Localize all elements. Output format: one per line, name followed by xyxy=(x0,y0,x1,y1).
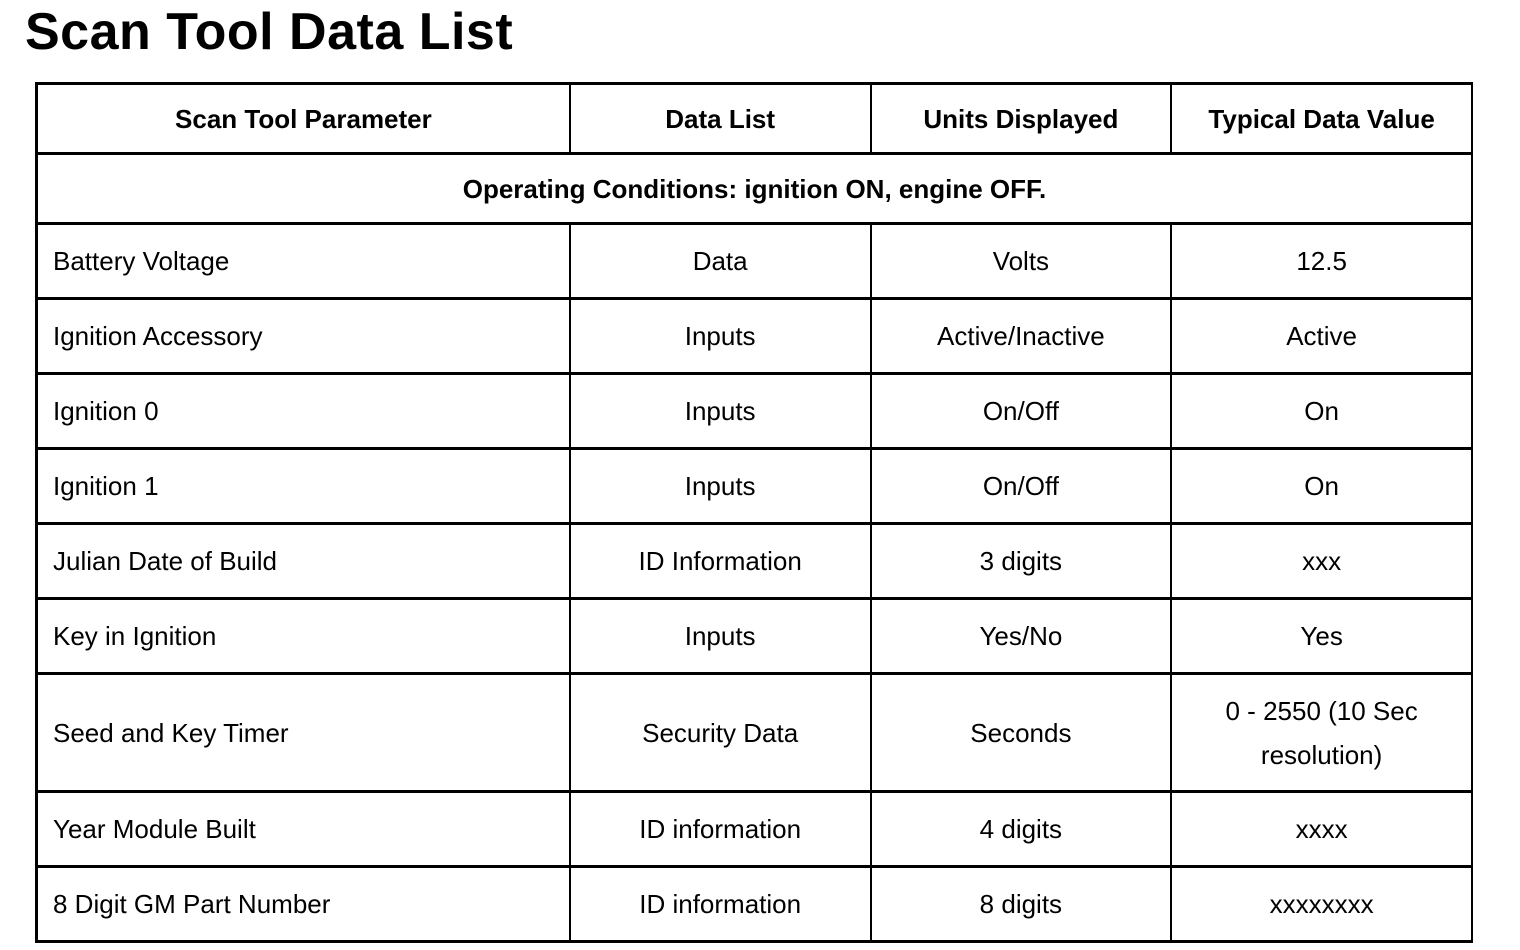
units-cell: Volts xyxy=(871,224,1172,299)
data-list-cell: Inputs xyxy=(570,449,871,524)
parameter-cell: Battery Voltage xyxy=(37,224,570,299)
parameter-cell: Year Module Built xyxy=(37,792,570,867)
units-cell: 4 digits xyxy=(871,792,1172,867)
units-cell: 8 digits xyxy=(871,867,1172,942)
parameter-cell: Ignition 1 xyxy=(37,449,570,524)
data-list-cell: Inputs xyxy=(570,299,871,374)
data-list-cell: Data xyxy=(570,224,871,299)
parameter-cell: Julian Date of Build xyxy=(37,524,570,599)
scan-tool-data-table xyxy=(35,82,1473,943)
header-scan-tool-parameter: Scan Tool Parameter xyxy=(37,84,570,154)
units-cell: Seconds xyxy=(871,674,1172,792)
table-row xyxy=(37,224,1473,299)
data-list-cell: ID Information xyxy=(570,524,871,599)
typical-value-cell: xxxxxxxx xyxy=(1171,867,1472,942)
typical-value-cell: On xyxy=(1171,449,1472,524)
parameter-cell: 8 Digit GM Part Number xyxy=(37,867,570,942)
units-cell: On/Off xyxy=(871,374,1172,449)
data-list-cell: Security Data xyxy=(570,674,871,792)
table-row xyxy=(37,792,1473,867)
parameter-cell: Ignition 0 xyxy=(37,374,570,449)
header-data-list: Data List xyxy=(570,84,871,154)
units-cell: 3 digits xyxy=(871,524,1172,599)
table-row xyxy=(37,449,1473,524)
typical-value-cell: On xyxy=(1171,374,1472,449)
typical-value-cell: 0 - 2550 (10 Sec resolution) xyxy=(1171,674,1472,792)
header-units-displayed: Units Displayed xyxy=(871,84,1172,154)
units-cell: On/Off xyxy=(871,449,1172,524)
table-row xyxy=(37,524,1473,599)
parameter-cell: Key in Ignition xyxy=(37,599,570,674)
table-row xyxy=(37,374,1473,449)
table-row xyxy=(37,599,1473,674)
typical-value-cell: Active xyxy=(1171,299,1472,374)
data-list-cell: Inputs xyxy=(570,599,871,674)
data-list-cell: ID information xyxy=(570,867,871,942)
data-list-cell: Inputs xyxy=(570,374,871,449)
table-row xyxy=(37,674,1473,792)
typical-value-cell: xxxx xyxy=(1171,792,1472,867)
section-row xyxy=(37,154,1473,224)
header-row xyxy=(37,84,1473,154)
operating-conditions: Operating Conditions: ignition ON, engine OFF. xyxy=(37,154,1473,224)
typical-value-cell: xxx xyxy=(1171,524,1472,599)
table-row xyxy=(37,299,1473,374)
data-list-cell: ID information xyxy=(570,792,871,867)
typical-value-cell: 12.5 xyxy=(1171,224,1472,299)
typical-value-cell: Yes xyxy=(1171,599,1472,674)
units-cell: Active/Inactive xyxy=(871,299,1172,374)
units-cell: Yes/No xyxy=(871,599,1172,674)
parameter-cell: Ignition Accessory xyxy=(37,299,570,374)
page-title: Scan Tool Data List xyxy=(25,3,514,61)
parameter-cell: Seed and Key Timer xyxy=(37,674,570,792)
table-row xyxy=(37,867,1473,942)
header-typical-data-value: Typical Data Value xyxy=(1171,84,1472,154)
